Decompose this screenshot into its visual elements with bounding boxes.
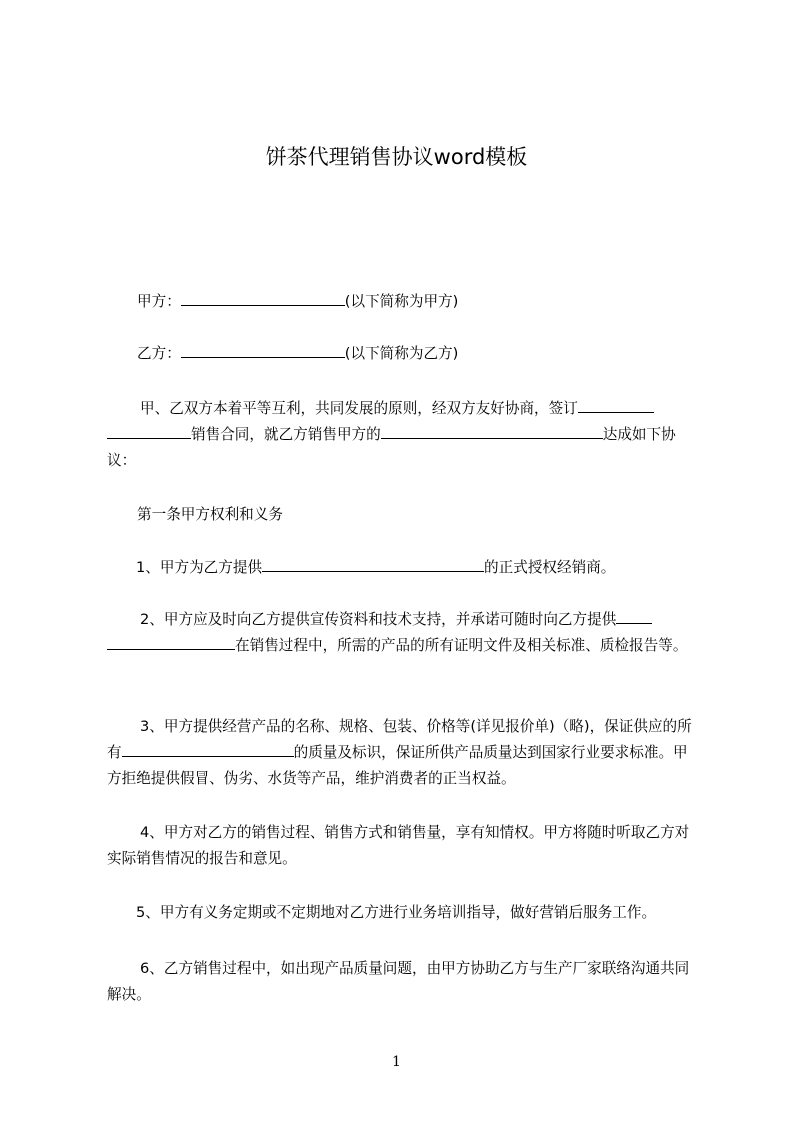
item-4: 4、甲方对乙方的销售过程、销售方式和销售量，享有知情权。甲方将随时听取乙方对实际销售情况的报告和意见。 bbox=[107, 824, 690, 867]
intro-text-2: 销售合同，就乙方销售甲方的 bbox=[191, 426, 381, 443]
item-1-blank bbox=[262, 557, 484, 572]
intro-text-3: 达成如下协议： bbox=[107, 426, 676, 469]
party-a-label: 甲方： bbox=[137, 293, 181, 310]
party-b-suffix: (以下简称为乙方) bbox=[344, 345, 459, 362]
page-number: 1 bbox=[392, 1054, 401, 1070]
item-1-text-2: 的正式授权经销商。 bbox=[484, 559, 616, 576]
section1-title: 第一条甲方权利和义务 bbox=[137, 506, 283, 523]
item-2-text-1: 2、甲方应及时向乙方提供宣传资料和技术支持，并承诺可随时向乙方提供 bbox=[140, 611, 617, 628]
item-2-text-2: 在销售过程中，所需的产品的所有证明文件及相关标准、质检报告等。 bbox=[235, 637, 688, 654]
item-6: 6、乙方销售过程中，如出现产品质量问题，由甲方协助乙方与生产厂家联络沟通共同解决。 bbox=[107, 960, 690, 1003]
item-3-blank bbox=[122, 742, 294, 757]
item-2 bbox=[107, 607, 699, 659]
intro-text-1: 甲、乙双方本着平等互利，共同发展的原则，经双方友好协商，签订 bbox=[140, 400, 578, 417]
item-3 bbox=[107, 714, 699, 792]
item-2-blank-b bbox=[107, 635, 235, 650]
party-b-label: 乙方： bbox=[137, 345, 181, 362]
party-a-blank bbox=[181, 291, 345, 306]
party-b-line bbox=[137, 341, 729, 367]
intro-blank-1b bbox=[107, 424, 191, 439]
item-2-blank-a bbox=[616, 609, 652, 624]
item-1-text-1: 1、甲方为乙方提供 bbox=[136, 559, 263, 576]
intro-blank-2 bbox=[381, 424, 603, 439]
document-title: 饼茶代理销售协议word模板 bbox=[265, 145, 528, 169]
party-a-suffix: (以下简称为甲方) bbox=[344, 293, 459, 310]
item-5: 5、甲方有义务定期或不定期地对乙方进行业务培训指导，做好营销后服务工作。 bbox=[136, 904, 657, 921]
party-a-line bbox=[137, 289, 729, 315]
item-3-text-1: 3、甲方提供经营产品的名称、规格、包装、价格等(详见报价单)（略)，保证供应的所有 bbox=[107, 718, 692, 761]
intro-paragraph bbox=[107, 396, 699, 474]
party-b-blank bbox=[181, 343, 345, 358]
item-3-text-2: 的质量及标识，保证所供产品质量达到国家行业要求标准。甲方拒绝提供假冒、伪劣、水货等产品，维护消费者的正当权益。 bbox=[107, 744, 688, 787]
intro-blank-1 bbox=[578, 398, 654, 413]
item-1 bbox=[107, 555, 699, 581]
